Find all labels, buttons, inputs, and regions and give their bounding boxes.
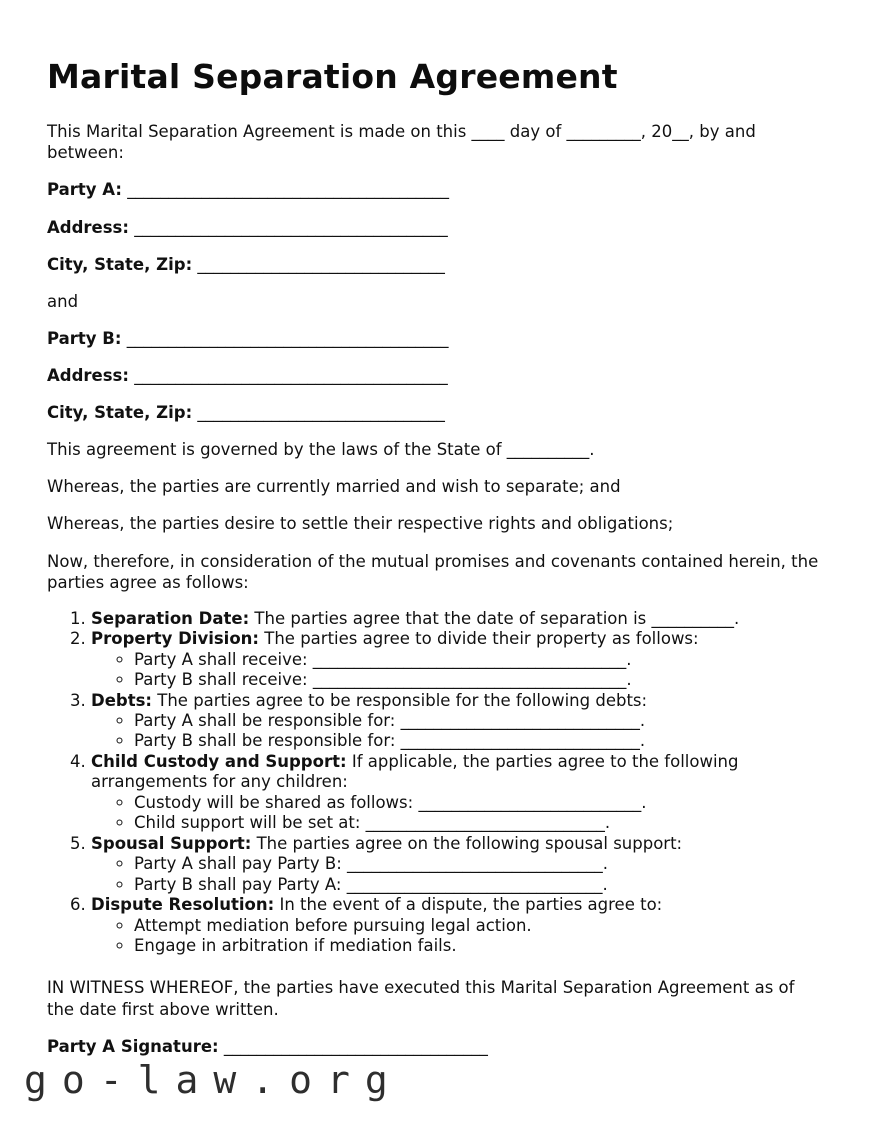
- clause-debts: [91, 691, 822, 752]
- clause-heading: Property Division:: [91, 629, 260, 649]
- subitem: ◦ Engage in arbitration if mediation fails.: [134, 936, 822, 956]
- subitem: ◦ Party B shall be responsible for: _____________________________.: [134, 731, 822, 751]
- clause-subitems: [91, 793, 822, 834]
- party-b-name-label: Party B:: [47, 328, 122, 348]
- clause-text: The parties agree to be responsible for the following debts:: [157, 690, 648, 710]
- subitem: ◦ Custody will be shared as follows: ___________________________.: [134, 793, 822, 813]
- clause-heading: Dispute Resolution:: [91, 895, 275, 915]
- clause-heading: Separation Date:: [91, 608, 250, 628]
- party-a-address-blank: ______________________________________: [134, 217, 448, 237]
- party-a-city-blank: ______________________________: [197, 254, 445, 274]
- clause-separation-date: [91, 609, 822, 629]
- clause-heading: Spousal Support:: [91, 833, 252, 853]
- clause-subitems: [91, 650, 822, 691]
- signature-blank: ________________________________: [223, 1036, 488, 1056]
- subitem: ◦ Party A shall receive: ______________________________________.: [134, 650, 822, 670]
- governing-law-paragraph: This agreement is governed by the laws of the State of __________.: [47, 440, 595, 460]
- field-party-a-signature: [47, 1036, 822, 1057]
- field-party-a-address: [47, 217, 822, 238]
- party-b-city-label: City, State, Zip:: [47, 403, 193, 423]
- subitem: ◦ Party B shall pay Party A: _______________________________.: [134, 875, 822, 895]
- party-a-city-label: City, State, Zip:: [47, 254, 193, 274]
- clauses-list: [47, 609, 822, 957]
- clause-text: The parties agree that the date of separation is __________.: [254, 608, 740, 628]
- clause-dispute-resolution: [91, 895, 822, 956]
- whereas-paragraph-1: Whereas, the parties are currently married and wish to separate; and: [47, 477, 621, 497]
- party-b-name-blank: _______________________________________: [126, 328, 449, 348]
- clause-text: In the event of a dispute, the parties agree to:: [279, 895, 663, 915]
- field-party-a-city: [47, 254, 822, 275]
- clause-text: If applicable, the parties agree to the following arrangements for any children:: [91, 751, 739, 792]
- signature-label: Party A Signature:: [47, 1036, 219, 1056]
- party-b-address-label: Address:: [47, 366, 129, 385]
- now-therefore-paragraph: Now, therefore, in consideration of the mutual promises and covenants contained herein, the parties agree as follows:: [47, 551, 819, 592]
- party-a-address-label: Address:: [47, 217, 129, 237]
- clause-subitems: [91, 711, 822, 752]
- subitem: ◦ Attempt mediation before pursuing legal action.: [134, 916, 822, 936]
- document-title: Marital Separation Agreement: [47, 57, 618, 96]
- clause-property-division: [91, 629, 822, 690]
- witness-paragraph: IN WITNESS WHEREOF, the parties have executed this Marital Separation Agreement as of the date first above written.: [47, 978, 795, 1019]
- field-party-a-name: [47, 179, 822, 200]
- clause-heading: Debts:: [91, 690, 153, 710]
- footer-brand-watermark: go-law.org: [24, 1058, 403, 1102]
- subitem: ◦ Child support will be set at: _____________________________.: [134, 813, 822, 833]
- subitem: ◦ Party A shall pay Party B: _______________________________.: [134, 854, 822, 874]
- subitem: ◦ Party A shall be responsible for: _____________________________.: [134, 711, 822, 731]
- party-a-name-blank: _______________________________________: [127, 180, 449, 200]
- subitem: ◦ Party B shall receive: ______________________________________.: [134, 670, 822, 690]
- party-b-address-blank: ______________________________________: [134, 366, 448, 385]
- field-party-b-city: [47, 402, 822, 423]
- clause-child-custody: [91, 752, 822, 834]
- clause-subitems: [91, 854, 822, 895]
- clause-heading: Child Custody and Support:: [91, 751, 347, 771]
- whereas-paragraph-2: Whereas, the parties desire to settle their respective rights and obligations;: [47, 514, 674, 534]
- clause-text: The parties agree to divide their property as follows:: [264, 629, 699, 649]
- field-party-b-address: [47, 365, 822, 386]
- intro-paragraph: This Marital Separation Agreement is made on this ____ day of _________, 20__, by and between:: [47, 122, 756, 163]
- party-a-name-label: Party A:: [47, 180, 122, 200]
- clause-text: The parties agree on the following spousal support:: [256, 833, 683, 853]
- connector-and: and: [47, 291, 79, 311]
- clause-subitems: [91, 916, 822, 957]
- party-b-city-blank: ______________________________: [197, 403, 445, 423]
- field-party-b-name: [47, 328, 822, 349]
- clause-spousal-support: [91, 834, 822, 895]
